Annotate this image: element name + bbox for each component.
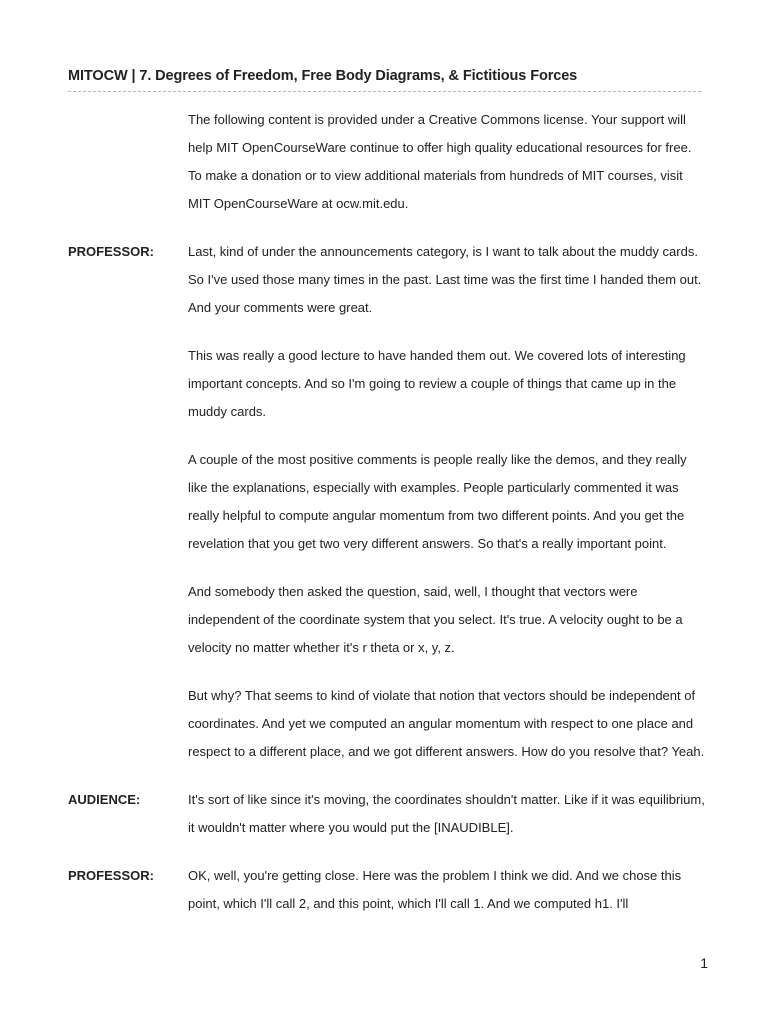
speech-text (188, 238, 708, 766)
transcript-block-audience (68, 786, 708, 842)
speaker-label: AUDIENCE: (68, 792, 141, 807)
transcript (68, 106, 708, 938)
speech-text (188, 786, 708, 842)
header-divider (68, 91, 701, 92)
paragraph: A couple of the most positive comments is people really like the demos, and they really like the explanations, especially with examples. People particularly commented it was really helpful to compute angular momentum from two different points. And you get the revelation that you get two very different answers. So that's a really important point. (188, 452, 687, 551)
paragraph: This was really a good lecture to have handed them out. We covered lots of interesting important concepts. And so I'm going to review a couple of things that came up in the muddy cards. (188, 348, 686, 419)
document-title: MITOCW | 7. Degrees of Freedom, Free Body Diagrams, & Fictitious Forces (68, 68, 578, 84)
speaker-label: PROFESSOR: (68, 244, 154, 259)
transcript-block-professor-1 (68, 238, 708, 766)
paragraph: Last, kind of under the announcements category, is I want to talk about the muddy cards. So I've used those many times in the past. Last time was the first time I handed them out. And your comments were great. (188, 244, 702, 315)
paragraph: The following content is provided under a Creative Commons license. Your support will help MIT OpenCourseWare continue to offer high quality educational resources for free. To make a donation or to view additional materials from hundreds of MIT courses, visit MIT OpenCourseWare at ocw.mit.edu. (188, 112, 692, 211)
transcript-block-intro (68, 106, 708, 218)
paragraph: It's sort of like since it's moving, the coordinates shouldn't matter. Like if it was equilibrium, it wouldn't matter where you would put the [INAUDIBLE]. (188, 792, 705, 835)
paragraph: And somebody then asked the question, said, well, I thought that vectors were independent of the coordinate system that you select. It's true. A velocity ought to be a velocity no matter whether it's r theta or x, y, z. (188, 584, 683, 655)
transcript-block-professor-2 (68, 862, 708, 918)
speaker-label: PROFESSOR: (68, 868, 154, 883)
paragraph: But why? That seems to kind of violate that notion that vectors should be independent of coordinates. And yet we computed an angular momentum with respect to one place and respect to a different place, and we got different answers. How do you resolve that? Yeah. (188, 688, 705, 759)
paragraph: OK, well, you're getting close. Here was the problem I think we did. And we chose this point, which I'll call 2, and this point, which I'll call 1. And we computed h1. I'll (188, 868, 682, 911)
speech-text (188, 862, 708, 918)
page-number: 1 (700, 955, 708, 971)
speech-text (188, 106, 708, 218)
